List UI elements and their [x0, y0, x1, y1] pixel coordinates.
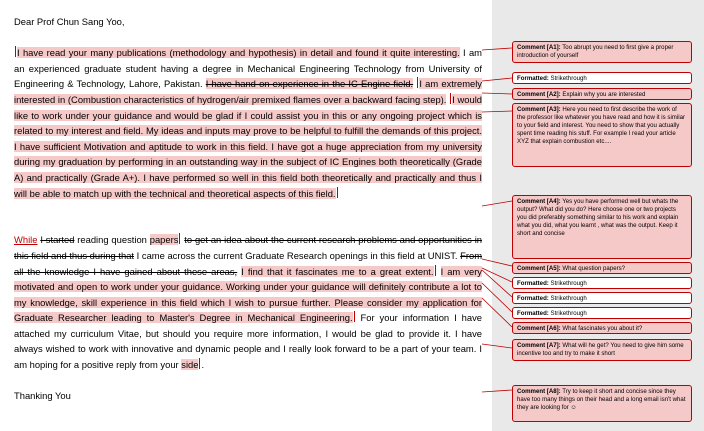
comment-text: Strikethrough: [550, 295, 587, 302]
comment-label: Formatted:: [517, 280, 549, 287]
salutation: Dear Prof Chun Sang Yoo,: [14, 16, 125, 27]
p1-sentence-3: I am extremely interested in (Combustion characteristics of hydrogen/air premixed flames over a backward facing step).: [14, 78, 482, 105]
comment-label: Comment [A3]:: [517, 106, 561, 113]
paragraph-2[interactable]: [14, 232, 482, 372]
p1-sentence-1: I have read your many publications (methodology and hypothesis) in detail and found it quite interesting.: [17, 47, 460, 59]
comment-a3[interactable]: [512, 103, 692, 167]
comment-text: What question papers?: [562, 265, 626, 272]
comment-text: What fascinates you about it?: [562, 325, 643, 332]
formatted-2[interactable]: [512, 277, 692, 289]
comment-text: Here you need to first describe the work of the professor like whatever you have read and how it is similar to your field and interest. You need to show that you actually spent time reading his stuff. For example I read your article XYZ that explain combustion etc....: [517, 106, 685, 145]
p2-motivation-sentences: I am very motivated and open to work under your guidance. Working under your guidance will definitely contribute a lot to my knowledge, skill experience in this field which I wish to pursue further. Please consider my application for Graduate Researcher leading to Master's Degree in Mechanical Engineering.: [14, 265, 482, 324]
deleted-ic-engine-sentence: I have hand on experience in the IC Engine field.: [205, 78, 414, 90]
comment-text: Too abrupt you need to first give a proper introduction of yourself: [517, 44, 674, 59]
deleted-i-started: I started: [40, 234, 75, 246]
comment-text: Strikethrough: [550, 280, 587, 287]
comment-a7[interactable]: [512, 339, 692, 361]
comment-a4[interactable]: [512, 195, 692, 259]
closing: Thanking You: [14, 390, 71, 402]
deleted-research-problems: to get an idea about the current research problems and opportunities in this field and thus during that: [14, 234, 482, 261]
comment-anchor-a6[interactable]: [435, 265, 436, 276]
p2-text-1: reading question: [77, 234, 147, 246]
comment-anchor-a3[interactable]: [450, 93, 451, 104]
comment-anchor-a1[interactable]: [15, 46, 16, 57]
comment-label: Formatted:: [517, 75, 549, 82]
side-word: side: [181, 359, 199, 371]
comment-a2[interactable]: [512, 88, 692, 100]
comment-text: Strikethrough: [550, 310, 587, 317]
comment-label: Formatted:: [517, 310, 549, 317]
comment-text: Strikethrough: [550, 75, 587, 82]
comment-label: Formatted:: [517, 295, 549, 302]
formatted-4[interactable]: [512, 307, 692, 319]
comment-a1[interactable]: [512, 41, 692, 63]
comment-label: Comment [A8]:: [517, 388, 561, 395]
comment-anchor-a4[interactable]: [337, 187, 338, 198]
p2-fascinates-sentence: I find that it fascinates me to a great extent.: [241, 265, 434, 277]
document-body[interactable]: [14, 14, 482, 404]
comment-text: Explain why you are interested: [562, 91, 646, 98]
formatted-1[interactable]: [512, 72, 692, 84]
comment-label: Comment [A4]:: [517, 198, 561, 205]
comment-text: Try to keep it short and concise since they have too many things on their head and a long email isn't what they are looking for ☺: [517, 388, 686, 411]
comment-a8[interactable]: [512, 385, 692, 422]
comment-label: Comment [A6]:: [517, 325, 561, 332]
p2-text-5: For your information I have attached my curriculum Vitae, but should you require more information, I would be glad to provide it. I have always wished to work with innovative and dynamic people and I really look forward to be a part of your team. I am hoping for a positive reply from your: [14, 312, 482, 371]
formatted-3[interactable]: [512, 292, 692, 304]
comment-a6[interactable]: [512, 322, 692, 334]
comment-text: What will he get? You need to give him some incentive too and try to make it short: [517, 342, 684, 357]
comment-label: Comment [A1]:: [517, 44, 561, 51]
p1-sentence-2: I am an experienced graduate student having a degree in Mechanical Engineering Technology from University of Engineering & Technology, Lahore, Pakistan.: [14, 47, 482, 90]
comment-label: Comment [A7]:: [517, 342, 561, 349]
deleted-knowledge-clause: From all the knowledge I have gained about these areas,: [14, 249, 483, 277]
p1-sentence-4: I would like to work under your guidance and would be glad if I could assist you in this or any ongoing project which is related to my interest and field. My ideas and inputs may prove to be helpful to fulfill the demands of this project. I have sufficient Motivation and aptitude to work in this field. I have got a huge appreciation from my university during my graduation by performing in an outstanding way in the subject of IC Engines both theoretically (Grade A) and practically (Grade A+). I have performed so well in this field both theoretically and practically and thus I will be able to match up with the technical and theoretical aspects of this field.: [14, 93, 482, 199]
final-period: .: [201, 359, 205, 371]
comment-anchor-a7[interactable]: [354, 311, 355, 322]
comment-anchor-a5[interactable]: [179, 233, 180, 244]
comment-text: Yes you have performed well but whats the output? What did you do? Here choose one or two projects you did preferably something similar to his work and explain what you did, what you learnt , what was the output. Keep it short and concise: [517, 198, 679, 237]
comment-a5[interactable]: [512, 262, 692, 274]
papers-word: papers: [149, 234, 179, 246]
comment-label: Comment [A5]:: [517, 265, 561, 272]
p2-text-2: I came across the current Graduate Research openings in this field at UNIST.: [136, 249, 458, 261]
comment-label: Comment [A2]:: [517, 91, 561, 98]
inserted-while: While: [14, 234, 38, 246]
paragraph-1[interactable]: [14, 45, 482, 201]
